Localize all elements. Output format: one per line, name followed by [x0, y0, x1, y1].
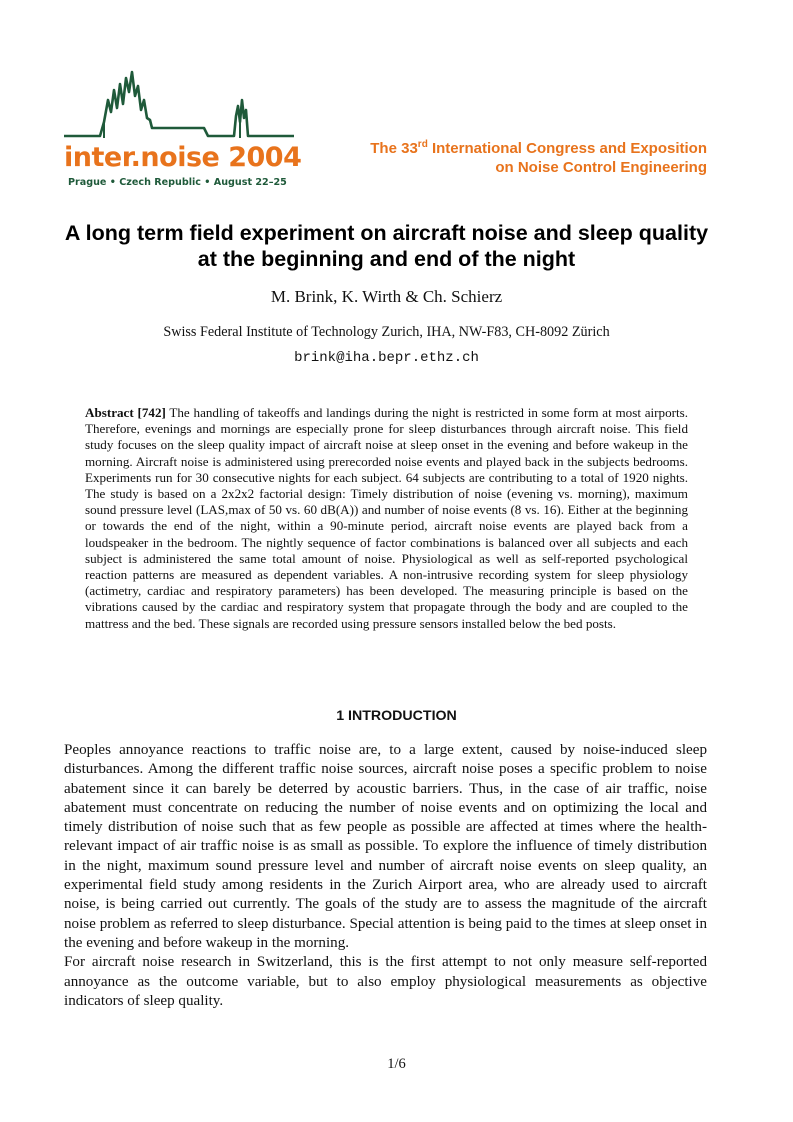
- logo-tagline: Prague • Czech Republic • August 22–25: [68, 177, 287, 188]
- abstract-label: Abstract [742]: [85, 405, 166, 420]
- abstract-text: The handling of takeoffs and landings during the night is restricted in some form at most airports. Therefore, evenings and mornings are especially prone for sleep disturbances through aircraft noise. This field study focuses on the sleep quality impact of aircraft noise at sleep onset in the evening and before wakeup in the morning. Aircraft noise is administered using prerecorded noise events and played back in the subjects bedrooms. Experiments run for 30 consecutive nights for each subject. 64 subjects are contributing to a total of 1920 nights. The study is based on a 2x2x2 factorial design: Timely distribution of noise (evening vs. morning), maximum sound pressure level (LAS,max of 50 vs. 60 dB(A)) and number of noise events (8 vs. 16). Either at the beginning or towards the end of the night, within a 90-minute period, aircraft noise events are played back from a loudspeaker in the bedroom. The nightly sequence of factor combinations is balanced over all subjects and each subject is administered the same total amount of noise. Physiological as well as self-reported psychological reaction patterns are measured as dependent variables. A non-intrusive recording system for sleep physiology (actimetry, cardiac and respiratory parameters) has been developed. The measuring principle is based on the vibrations caused by the cardiac and respiratory system that propagate through the body and are coupled to the mattress and the bed. These signals are recorded using pressure sensors installed below the bed posts.: [85, 405, 688, 631]
- paper-authors: M. Brink, K. Wirth & Ch. Schierz: [270, 287, 503, 306]
- congress-line-1-start: The 33: [370, 140, 418, 157]
- congress-heading: [370, 139, 707, 177]
- congress-ordinal-suffix: rd: [417, 139, 428, 150]
- abstract: [85, 405, 688, 632]
- conference-logo: [64, 70, 302, 192]
- section-heading: 1 INTRODUCTION: [336, 708, 457, 724]
- author-email: brink@iha.bepr.ethz.ch: [294, 350, 479, 366]
- body-paragraph: Peoples annoyance reactions to traffic noise are, to a large extent, caused by noise-induced sleep disturbances. Among the different traffic noise sources, aircraft noise poses a specific problem to noise abatement since it can barely be deterred by acoustic barriers. Thus, in the case of air traffic, noise abatement must concentrate on reducing the number of noise events and on optimizing the local and timely distribution of noise such that as few people as possible are affected at times where the health-relevant impact of air traffic noise is as small as possible. To explore the influence of timely distribution in the night, maximum sound pressure level and number of aircraft noise events on sleep quality, an experimental field study among residents in the Zurich Airport area, who are already used to aircraft noise, is being carried out currently. The goals of the study are to assess the magnitude of the aircraft noise problem as referred to sleep disturbance. Special attention is being paid to the times at sleep onset in the evening and before wakeup in the morning.: [64, 742, 707, 951]
- congress-line-1-end: International Congress and Exposition: [427, 140, 707, 157]
- congress-line-2: on Noise Control Engineering: [495, 159, 707, 176]
- paper-title: A long term field experiment on aircraft noise and sleep quality at the beginning and end of the night: [64, 221, 709, 271]
- logo-wordmark: inter.noise 2004: [64, 142, 302, 173]
- skyline-waveform-icon: [64, 70, 294, 150]
- paper-affiliation: Swiss Federal Institute of Technology Zurich, IHA, NW-F83, CH-8092 Zürich: [163, 324, 610, 340]
- congress-line-1: [370, 139, 707, 158]
- introduction-body: [64, 741, 707, 1011]
- body-paragraph: For aircraft noise research in Switzerland, this is the first attempt to not only measure self-reported annoyance as the outcome variable, but to also employ physiological measurements as objective indicators of sleep quality.: [64, 954, 707, 1009]
- page-number: 1/6: [387, 1056, 406, 1072]
